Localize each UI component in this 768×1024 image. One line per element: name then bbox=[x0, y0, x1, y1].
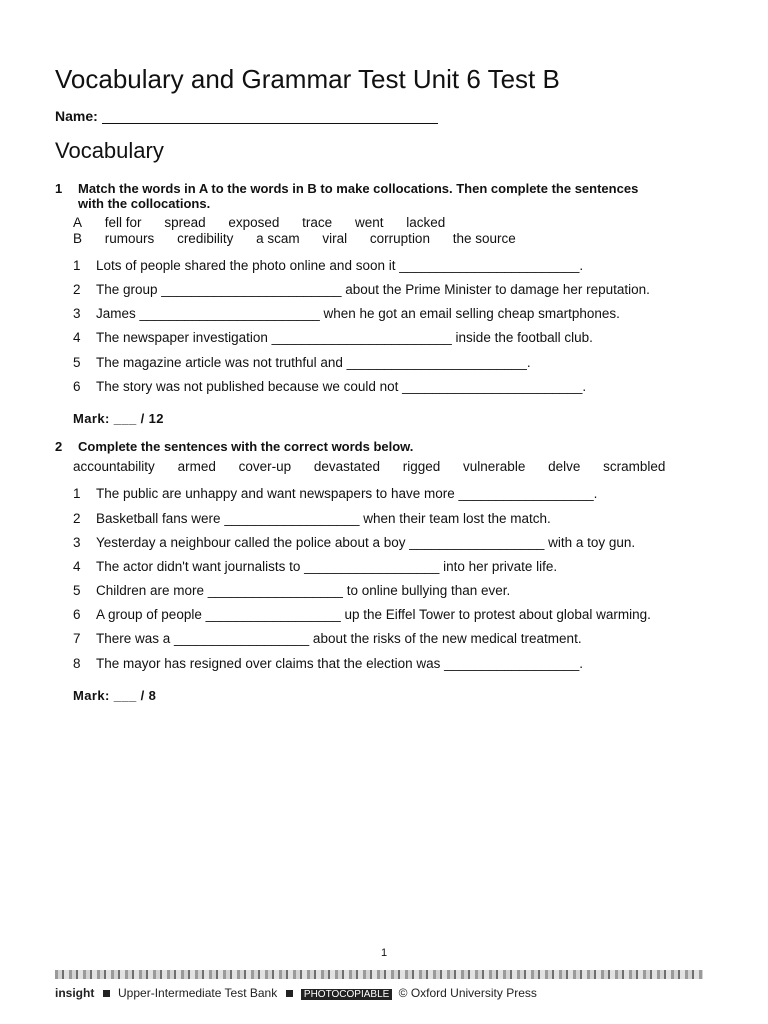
q1-mark: Mark: ___ / 12 bbox=[73, 411, 164, 426]
q2-instruction: Complete the sentences with the correct words below. bbox=[78, 439, 414, 454]
name-field-row bbox=[55, 108, 438, 124]
sentence-number: 5 bbox=[73, 355, 81, 370]
row-b-label: B bbox=[73, 231, 83, 246]
word-b: a scam bbox=[256, 231, 300, 246]
word-bank-item: delve bbox=[548, 459, 581, 474]
sentence-number: 1 bbox=[73, 486, 81, 501]
q2-number: 2 bbox=[55, 439, 63, 454]
q1-instruction-line2: with the collocations. bbox=[78, 196, 211, 211]
word-bank-item: vulnerable bbox=[463, 459, 526, 474]
sentence-text: A group of people __________________ up the Eiffel Tower to protest about global warming. bbox=[96, 607, 651, 622]
q1-number: 1 bbox=[55, 181, 63, 196]
sentence-number: 4 bbox=[73, 330, 81, 345]
word-b: rumours bbox=[104, 231, 155, 246]
sentence-text: The story was not published because we could not ________________________. bbox=[96, 379, 587, 394]
sentence-number: 2 bbox=[73, 282, 81, 297]
section-title: Vocabulary bbox=[55, 138, 164, 163]
sentence-number: 1 bbox=[73, 258, 81, 273]
word-a: fell for bbox=[104, 215, 142, 230]
page-number: 1 bbox=[380, 947, 388, 959]
word-b: corruption bbox=[369, 231, 430, 246]
word-a: went bbox=[354, 215, 384, 230]
word-bank-item: cover-up bbox=[238, 459, 292, 474]
footer-brand: insight bbox=[55, 986, 95, 1000]
word-b: credibility bbox=[177, 231, 234, 246]
sentence-text: Yesterday a neighbour called the police about a boy __________________ with a toy gun. bbox=[96, 535, 636, 550]
name-label: Name: bbox=[55, 108, 98, 124]
footer-decorative-band bbox=[55, 970, 703, 979]
sentence-text: The mayor has resigned over claims that the election was __________________. bbox=[96, 656, 584, 671]
word-a: lacked bbox=[406, 215, 446, 230]
sentence-number: 4 bbox=[73, 559, 81, 574]
sentence-text: Lots of people shared the photo online and soon it ________________________. bbox=[96, 258, 584, 273]
q2-word-bank bbox=[73, 459, 684, 474]
footer-publisher: © Oxford University Press bbox=[398, 986, 537, 1000]
word-b: the source bbox=[452, 231, 516, 246]
q1-instruction-line1: Match the words in A to the words in B to make collocations. Then complete the sentences bbox=[78, 181, 639, 196]
row-a-label: A bbox=[73, 215, 83, 230]
q2-mark: Mark: ___ / 8 bbox=[73, 688, 157, 703]
sentence-number: 3 bbox=[73, 535, 81, 550]
word-bank-item: scrambled bbox=[603, 459, 666, 474]
sentence-number: 6 bbox=[73, 607, 81, 622]
sentence-text: There was a __________________ about the risks of the new medical treatment. bbox=[96, 631, 582, 646]
sentence-number: 2 bbox=[73, 511, 81, 526]
sentence-text: James ________________________ when he got an email selling cheap smartphones. bbox=[96, 306, 620, 321]
sentence-text: Children are more __________________ to online bullying than ever. bbox=[96, 583, 511, 598]
photocopiable-badge: PHOTOCOPIABLE bbox=[301, 989, 392, 1000]
sentence-number: 6 bbox=[73, 379, 81, 394]
sentence-text: The magazine article was not truthful and ________________________. bbox=[96, 355, 531, 370]
sentence-text: The newspaper investigation ________________________ inside the football club. bbox=[96, 330, 593, 345]
footer-book-title: Upper-Intermediate Test Bank bbox=[118, 986, 278, 1000]
word-a: trace bbox=[302, 215, 333, 230]
sentence-number: 5 bbox=[73, 583, 81, 598]
square-bullet-icon bbox=[286, 990, 293, 997]
word-bank-item: armed bbox=[177, 459, 216, 474]
square-bullet-icon bbox=[103, 990, 110, 997]
footer bbox=[55, 986, 537, 1000]
word-a: exposed bbox=[228, 215, 280, 230]
q1-instruction bbox=[78, 181, 638, 211]
sentence-number: 7 bbox=[73, 631, 81, 646]
word-bank-item: accountability bbox=[73, 459, 155, 474]
word-bank-item: devastated bbox=[313, 459, 380, 474]
sentence-text: The public are unhappy and want newspapers to have more __________________. bbox=[96, 486, 598, 501]
name-blank-line bbox=[102, 109, 438, 124]
word-b: viral bbox=[322, 231, 348, 246]
q1-row-b bbox=[73, 231, 535, 246]
q1-row-a bbox=[73, 215, 464, 230]
sentence-text: The group ________________________ about the Prime Minister to damage her reputation. bbox=[96, 282, 650, 297]
page-title: Vocabulary and Grammar Test Unit 6 Test B bbox=[55, 64, 560, 94]
sentence-text: Basketball fans were __________________ when their team lost the match. bbox=[96, 511, 551, 526]
sentence-text: The actor didn't want journalists to __________________ into her private life. bbox=[96, 559, 558, 574]
sentence-number: 8 bbox=[73, 656, 81, 671]
word-bank-item: rigged bbox=[402, 459, 441, 474]
word-a: spread bbox=[164, 215, 206, 230]
sentence-number: 3 bbox=[73, 306, 81, 321]
